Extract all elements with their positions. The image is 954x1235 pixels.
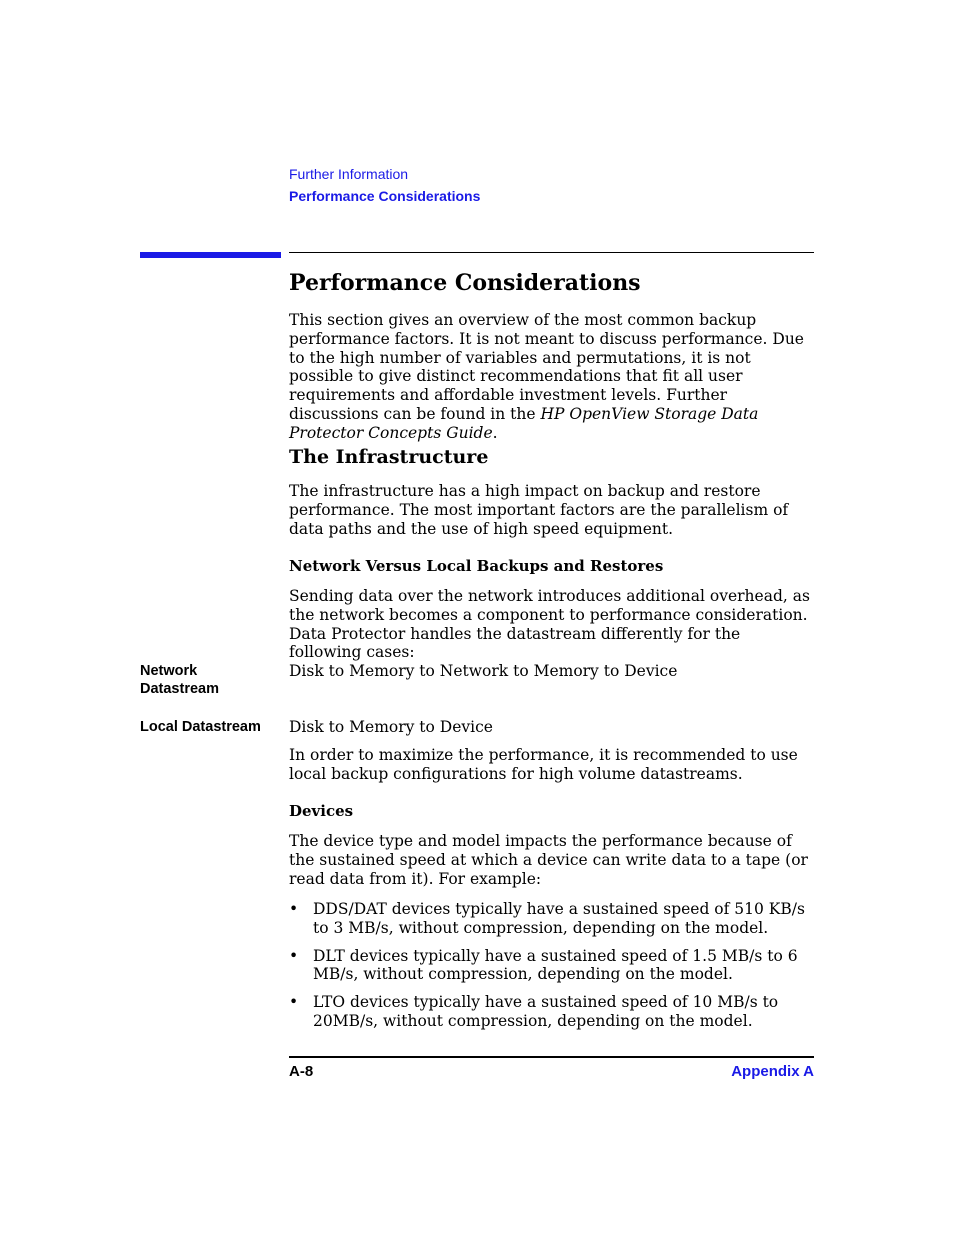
list-item [289,993,814,1031]
bullet-icon: • [289,946,299,965]
footer-rule [289,1056,814,1058]
term-network-datastream: Network Datastream [140,663,219,697]
term-local-datastream: Local Datastream [140,719,261,735]
local-paragraph: In order to maximize the performance, it is recommended to use local backup configurations for high volume datastreams. [289,746,798,783]
list-item-text: DLT devices typically have a sustained speed of 1.5 MB/s to 6 MB/s, without compression, depending on the model. [313,946,798,984]
list-item-text: LTO devices typically have a sustained speed of 10 MB/s to 20MB/s, without compression, depending on the model. [313,993,779,1030]
footer-chapter-label: Appendix A [731,1063,814,1080]
bullet-icon: • [289,900,299,918]
devices-heading: Devices [289,802,354,820]
definition-network-datastream: Disk to Memory to Network to Memory to Device [289,662,678,680]
running-header-section: Performance Considerations [289,188,481,204]
section-accent-bar [140,252,281,258]
list-item-text: DDS/DAT devices typically have a sustained speed of 510 KB/s to 3 MB/s, without compression, depending on the model. [313,900,805,937]
device-speed-list [289,900,814,1040]
running-header-chapter: Further Information [289,166,409,182]
bullet-icon: • [289,993,299,1012]
section-rule [289,252,814,253]
network-paragraph: Sending data over the network introduces additional overhead, as the network becomes a component to performance consideration. Data Protector handles the datastream differently for the following cases: [289,587,810,662]
intro-paragraph [289,311,814,443]
intro-end: . [492,423,498,442]
devices-paragraph: The device type and model impacts the performance because of the sustained speed at which a device can write data to a tape (or read data from it). For example: [289,832,808,888]
infrastructure-paragraph: The infrastructure has a high impact on backup and restore performance. The most important factors are the parallelism of data paths and the use of high speed equipment. [289,482,789,538]
page-number: A-8 [289,1063,314,1080]
network-heading: Network Versus Local Backups and Restores [289,557,664,575]
concepts-guide-reference: HP OpenView Storage Data Protector Concepts Guide [289,404,759,442]
definition-local-datastream: Disk to Memory to Device [289,718,493,736]
page-title: Performance Considerations [289,270,641,296]
list-item [289,900,814,938]
list-item [289,947,814,985]
infrastructure-heading: The Infrastructure [289,446,489,468]
intro-text: This section gives an overview of the most common backup performance factors. It is not meant to discuss performance. Due to the high number of variables and permutations, it is not possible to give distinct recommendations that fit all user requirements and affordable investment levels. Further discussions can be found in the [289,311,804,423]
